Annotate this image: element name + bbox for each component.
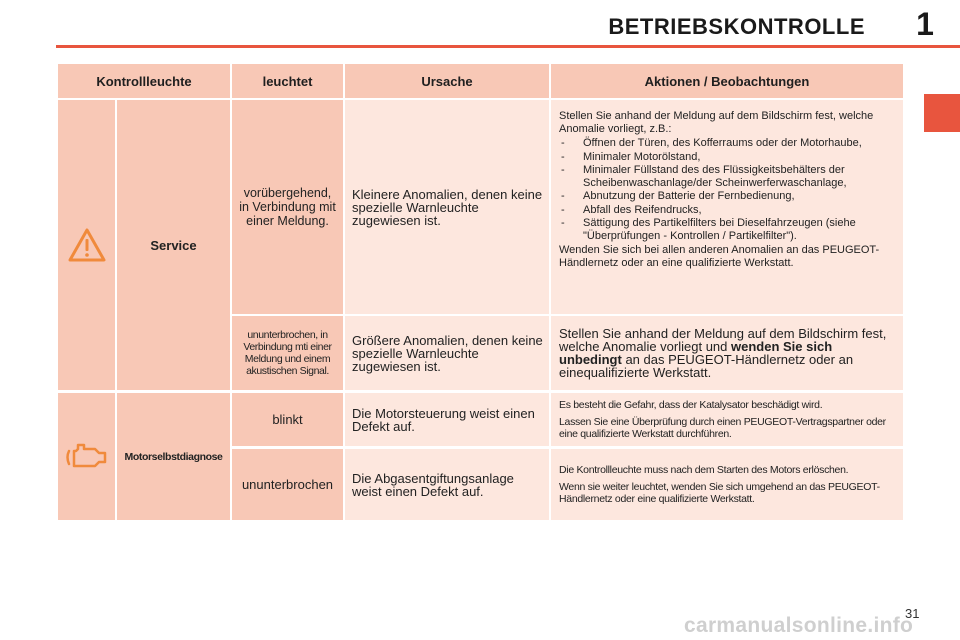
col-header-ursache: Ursache	[345, 64, 549, 98]
service-row2-ursache: Größere Anomalien, denen keine spezielle Warnleuchte zugewiesen ist.	[345, 316, 549, 390]
header-divider	[56, 45, 960, 48]
service-row1-aktion	[551, 100, 903, 314]
motor-row2-leuchtet: ununterbrochen	[232, 449, 343, 520]
list-item: - Abfall des Reifendrucks,	[559, 204, 897, 217]
col-header-aktionen: Aktionen / Beobachtungen	[551, 64, 903, 98]
aktion-text: an das PEUGEOT-Händlernetz oder an einequalifizierte Werkstatt.	[559, 352, 854, 380]
aktion-outro: Wenden Sie sich bei allen anderen Anomalien an das PEUGEOT-Händlernetz oder an eine qualifizierte Werkstatt.	[559, 244, 880, 269]
chapter-tab	[924, 94, 960, 132]
list-item: - Minimaler Füllstand des des Flüssigkeitsbehälters der Scheibenwaschanlage/der Scheinwerferwaschanlage,	[559, 164, 897, 189]
warning-triangle-icon	[67, 227, 107, 263]
page-title: BETRIEBSKONTROLLE	[608, 14, 865, 39]
aktion-text: Lassen Sie eine Überprüfung durch einen PEUGEOT-Vertragspartner oder eine qualifizierte Werkstatt durchführen.	[559, 416, 886, 440]
motor-icon-cell	[58, 393, 115, 520]
watermark: carmanualsonline.info	[684, 614, 914, 637]
service-label: Service	[117, 100, 230, 390]
motor-label: Motorselbstdiagnose	[117, 393, 230, 520]
service-row1-ursache: Kleinere Anomalien, denen keine spezielle Warnleuchte zugewiesen ist.	[345, 100, 549, 314]
motor-row2-aktion	[551, 449, 903, 520]
aktion-text: Stellen Sie anhand der Meldung auf dem Bildschirm fest, welche Anomalie vorliegt und	[559, 326, 887, 354]
service-icon-cell	[58, 100, 115, 390]
aktion-text: Wenn sie weiter leuchtet, wenden Sie sich umgehend an das PEUGEOT-Händlernetz oder eine qualifizierte Werkstatt.	[559, 481, 880, 505]
chapter-number: 1	[916, 6, 934, 42]
motor-row1-ursache: Die Motorsteuerung weist einen Defekt auf.	[345, 393, 549, 446]
list-item: - Minimaler Motorölstand,	[559, 151, 897, 164]
motor-row1-aktion	[551, 393, 903, 446]
engine-icon	[65, 442, 109, 472]
page-number: 31	[905, 606, 920, 621]
motor-row2-ursache: Die Abgasentgiftungsanlage weist einen Defekt auf.	[345, 449, 549, 520]
aktion-text: Die Kontrollleuchte muss nach dem Starten des Motors erlöschen.	[559, 464, 849, 476]
aktion-list	[559, 137, 897, 242]
motor-row1-leuchtet: blinkt	[232, 393, 343, 446]
col-header-leuchtet: leuchtet	[232, 64, 343, 98]
aktion-emphasis: wenden Sie sich unbedingt	[559, 339, 833, 367]
service-row2-leuchtet: ununterbrochen, in Verbindung mti einer Meldung und einem akustischen Signal.	[232, 316, 343, 390]
col-header-kontrollleuchte: Kontrollleuchte	[58, 64, 230, 98]
service-row2-aktion	[551, 316, 903, 390]
list-item: - Sättigung des Partikelfilters bei Dieselfahrzeugen (siehe "Überprüfungen - Kontrollen / Partikelfilter").	[559, 217, 897, 242]
list-item: - Abnutzung der Batterie der Fernbedienung,	[559, 190, 897, 203]
aktion-text: Es besteht die Gefahr, dass der Katalysator beschädigt wird.	[559, 399, 823, 411]
aktion-intro: Stellen Sie anhand der Meldung auf dem Bildschirm fest, welche Anomalie vorliegt, z.B.:	[559, 110, 874, 135]
service-row1-leuchtet: vorübergehend, in Verbindung mit einer Meldung.	[232, 100, 343, 314]
list-item: - Öffnen der Türen, des Kofferraums oder der Motorhaube,	[559, 137, 897, 150]
